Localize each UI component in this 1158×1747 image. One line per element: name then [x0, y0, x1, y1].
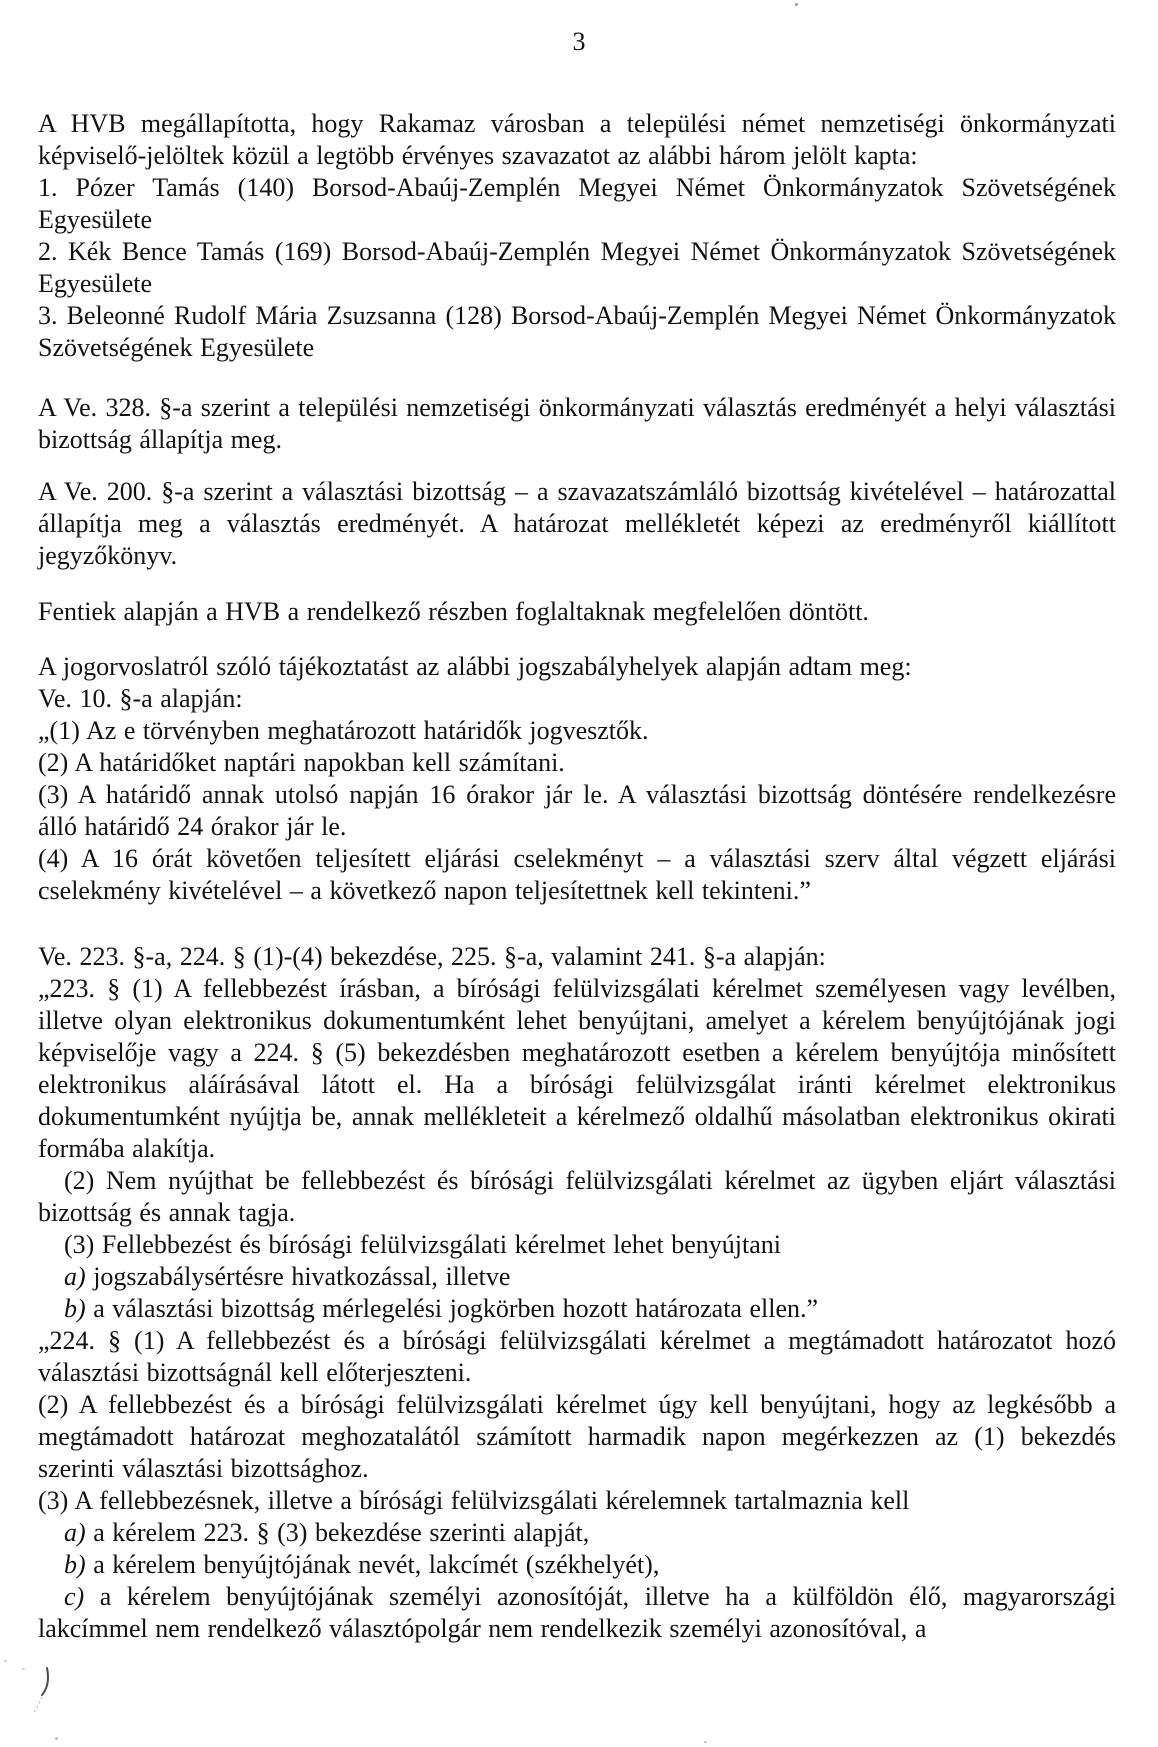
paragraph-p224-3a: a) a kérelem 223. § (3) bekezdése szerinti alapját,: [64, 1518, 590, 1547]
paragraph-p224-1: „224. § (1) A fellebbezést és a bírósági felülvizsgálati kérelmet a megtámadott határozatot hozó választási bizottságnál kell előterjeszteni.: [38, 1326, 1116, 1387]
paragraph-candidate-2: 2. Kék Bence Tamás (169) Borsod-Abaúj-Zemplén Megyei Német Önkormányzatok Szövetségének Egyesülete: [38, 237, 1116, 298]
paragraph-p224-3b: b) a kérelem benyújtójának nevét, lakcímét (székhelyét),: [64, 1550, 660, 1579]
scan-speck: [55, 1737, 58, 1740]
list-marker: b): [64, 1294, 86, 1323]
paragraph-ve-328: A Ve. 328. §-a szerint a települési nemzetiségi önkormányzati választás eredményét a helyi választási bizottság állapítja meg.: [38, 393, 1116, 454]
paragraph-p224-2: (2) A fellebbezést és a bírósági felülvizsgálati kérelmet úgy kell benyújtani, hogy az legkésőbb a megtámadott határozat meghozatalától számított harmadik napon megérkezzen az (1) bekezdés szerinti választási bizottsághoz.: [38, 1390, 1116, 1483]
scan-speck: [704, 1741, 707, 1743]
paragraph-jogorvoslat: A jogorvoslatról szóló tájékoztatást az alábbi jogszabályhelyek alapján adtam meg:: [38, 652, 912, 681]
paragraph-p223-2: (2) Nem nyújthat be fellebbezést és bírósági felülvizsgálati kérelmet az ügyben eljárt választási bizottság és annak tagja.: [38, 1166, 1116, 1227]
document-body: [38, 108, 1116, 1645]
paragraph-candidate-1: 1. Pózer Tamás (140) Borsod-Abaúj-Zemplén Megyei Német Önkormányzatok Szövetségének Egyesülete: [38, 173, 1116, 234]
paragraph-p223-1: „223. § (1) A fellebbezést írásban, a bírósági felülvizsgálati kérelmet személyesen vagy levélben, illetve olyan elektronikus dokumentumként lehet benyújtani, amelyet a kérelem benyújtójának jogi képviselője vagy a 224. § (5) bekezdésben meghatározott esetben a kérelem benyújtója minősített elektronikus aláírásával látott el. Ha a bírósági felülvizsgálat iránti kérelmet elektronikus dokumentumként nyújtja be, annak mellékleteit a kérelmező oldalhű másolatban elektronikus okirati formába alakítja.: [38, 974, 1116, 1163]
paragraph-p223-3b: b) a választási bizottság mérlegelési jogkörben hozott határozata ellen.”: [64, 1294, 819, 1323]
list-marker: a): [64, 1262, 86, 1291]
paragraph-p224-3c: c) a kérelem benyújtójának személyi azonosítóját, illetve ha a külföldön élő, magyarországi lakcímmel nem rendelkező választópolgár nem rendelkezik személyi azonosítóval, a: [38, 1582, 1116, 1643]
scan-speck: [22, 1668, 25, 1670]
paragraph-ve-200: A Ve. 200. §-a szerint a választási bizottság – a szavazatszámláló bizottság kivételével – határozattal állapítja meg a választás eredményét. A határozat mellékletét képezi az eredményről kiállított jegyzőkönyv.: [38, 477, 1116, 570]
paragraph-ve-10-4: (4) A 16 órát követően teljesített eljárási cselekményt – a választási szerv által végzett eljárási cselekmény kivételével – a következő napon teljesítettnek kell tekinteni.”: [38, 844, 1116, 905]
paragraph-candidate-3: 3. Beleonné Rudolf Mária Zsuzsanna (128) Borsod-Abaúj-Zemplén Megyei Német Önkormányzatok Szövetségének Egyesülete: [38, 301, 1116, 362]
list-marker: a): [64, 1518, 86, 1547]
paragraph-p224-3: (3) A fellebbezésnek, illetve a bírósági felülvizsgálati kérelemnek tartalmaznia kell: [38, 1486, 910, 1515]
list-marker: b): [64, 1550, 86, 1579]
scan-speck: [795, 3, 798, 6]
paragraph-ve-223-cim: Ve. 223. §-a, 224. § (1)-(4) bekezdése, 225. §-a, valamint 241. §-a alapján:: [38, 942, 826, 971]
paragraph-ve-10-3: (3) A határidő annak utolsó napján 16 órakor jár le. A választási bizottság döntésére rendelkezésre álló határidő 24 órakor jár le.: [38, 780, 1116, 841]
paragraph-ve-10-1: „(1) Az e törvényben meghatározott határidők jogvesztők.: [38, 716, 649, 745]
page-number: 3: [572, 27, 586, 56]
paragraph-intro: A HVB megállapította, hogy Rakamaz városban a települési német nemzetiségi önkormányzati képviselő-jelöltek közül a legtöbb érvényes szavazatot az alábbi három jelölt kapta:: [38, 109, 1116, 170]
paragraph-p223-3a: a) jogszabálysértésre hivatkozással, illetve: [64, 1262, 511, 1291]
paragraph-p223-3: (3) Fellebbezést és bírósági felülvizsgálati kérelmet lehet benyújtani: [64, 1230, 781, 1259]
list-marker: c): [64, 1582, 85, 1611]
paragraph-fentiek: Fentiek alapján a HVB a rendelkező részben foglaltaknak megfelelően döntött.: [38, 597, 869, 626]
paragraph-ve-10-2: (2) A határidőket naptári napokban kell számítani.: [38, 748, 565, 777]
scan-artifact-stroke: [30, 1664, 56, 1716]
paragraph-ve-10-cim: Ve. 10. §-a alapján:: [38, 684, 243, 713]
scan-speck: [4, 1660, 7, 1662]
